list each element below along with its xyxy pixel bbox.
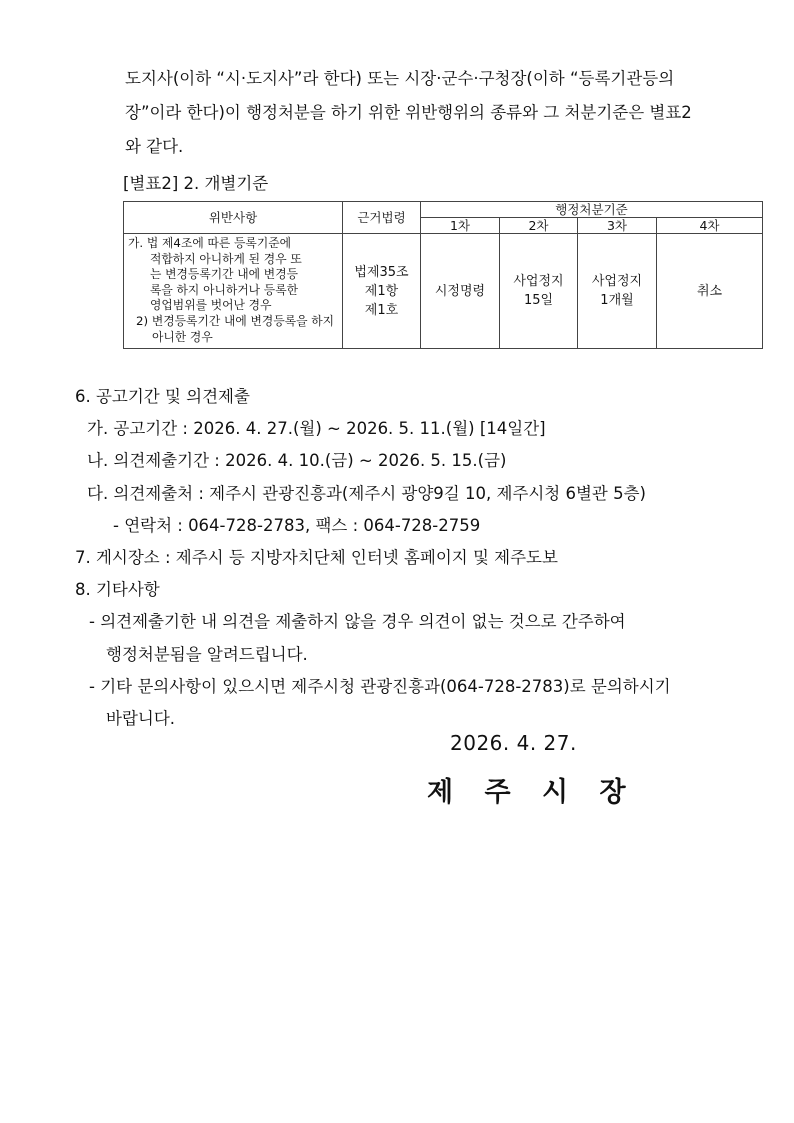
list-item: 행정처분됨을 알려드립니다. [106,644,308,664]
list-item: 가. 공고기간 : 2026. 4. 27.(월) ~ 2026. 5. 11.(월) [14일간] [87,419,546,439]
header-violation: 위반사항 [124,202,343,234]
notice-body [75,381,755,735]
round-3-text: 1개월 [600,293,634,309]
intro-line: 와 같다. [125,137,184,156]
violation-line: 적합하지 아니하게 된 경우 또 [150,251,302,266]
signature-issuer: 제 주 시 장 [427,777,626,808]
law-line: 법제35조 [354,264,409,280]
violation-line: 는 변경등록기간 내에 변경등 [150,267,298,282]
round-4-text: 취소 [696,283,723,299]
round-2-text: 사업정지 [513,274,564,290]
disposition-criteria-table [123,201,763,349]
section-heading: 8. 기타사항 [75,580,160,600]
round-4-cell [657,234,763,349]
contact-line: - 연락처 : 064-728-2783, 팩스 : 064-728-2759 [113,515,481,535]
violation-line: 영업범위를 벗어난 경우 [150,298,272,313]
round-3-cell [578,234,657,349]
violation-line: 2) 변경등록기간 내에 변경등록을 하지 [136,313,335,328]
round-3-text: 사업정지 [591,274,643,290]
list-item: - 기타 문의사항이 있으시면 제주시청 관광진흥과(064-728-2783)로 문의하시기 [89,676,671,696]
violation-line: 아니한 경우 [152,329,213,344]
notice-date: 2026. 4. 27. [450,731,577,755]
list-item: 나. 의견제출기간 : 2026. 4. 10.(금) ~ 2026. 5. 15.(금) [87,451,507,471]
table-caption: [별표2] 2. 개별기준 [123,174,269,193]
law-cell [343,234,421,349]
header-round-4: 4차 [657,218,763,234]
violation-line: 록을 하지 아니하거나 등록한 [150,282,298,297]
round-1-text: 시정명령 [434,283,486,299]
round-2-text: 15일 [523,293,554,309]
section-heading: 6. 공고기간 및 의견제출 [75,387,250,406]
table-row [124,234,763,349]
round-2-cell [500,234,578,349]
round-1-cell [421,234,500,349]
violation-line: 가. 법 제4조에 따른 등록기준에 [128,236,292,250]
intro-line: 장”이라 한다)이 행정처분을 하기 위한 위반행위의 종류와 그 처분기준은 별표2 [125,103,692,122]
list-item: 바랍니다. [106,709,176,729]
law-line: 제1항 [364,283,399,299]
header-law: 근거법령 [343,202,421,234]
list-item: - 의견제출기한 내 의견을 제출하지 않을 경우 의견이 없는 것으로 간주하여 [89,612,626,632]
header-criteria: 행정처분기준 [421,202,763,218]
law-line: 제1호 [364,302,399,318]
intro-paragraph [125,62,753,164]
header-round-1: 1차 [421,218,500,234]
section-heading: 7. 게시장소 : 제주시 등 지방자치단체 인터넷 홈페이지 및 제주도보 [75,548,558,568]
header-round-3: 3차 [578,218,657,234]
violation-cell [124,234,343,349]
list-item: 다. 의견제출처 : 제주시 관광진흥과(제주시 광양9길 10, 제주시청 6별관 5층) [87,483,646,503]
header-round-2: 2차 [500,218,578,234]
intro-line: 도지사(이하 “시·도지사”라 한다) 또는 시장·군수·구청장(이하 “등록기관등의 [125,69,675,88]
